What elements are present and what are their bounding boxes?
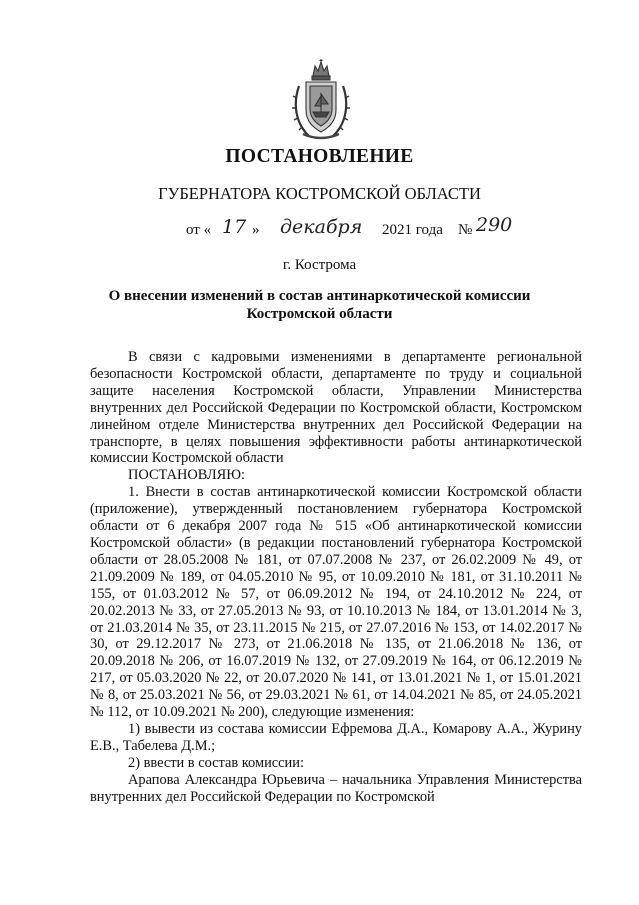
subitem-1-paragraph: 1) вывести из состава комиссии Ефремова Д.А., Комарову А.А., Журину Е.В., Табелева Д.М.; [90,720,582,754]
date-day-handwritten: 17 [222,216,247,238]
issuer-line: ГУБЕРНАТОРА КОСТРОМСКОЙ ОБЛАСТИ [158,184,481,203]
person-paragraph: Арапова Александра Юрьевича – начальника Управления Министерства внутренних дел Российской Федерации по Костромской [90,771,582,805]
date-prefix: от « [186,222,212,238]
date-number-line [186,214,526,244]
document-type-heading: ПОСТАНОВЛЕНИЕ [225,146,414,167]
document-body [90,349,582,805]
title-line: Костромской области [246,306,393,322]
preamble-paragraph: В связи с кадровыми изменениями в департаменте региональной безопасности Костромской области, департаменте по труду и социальной защите населения Костромской области, Управлении Министерства внутренних дел Российской Федерации по Костромской области, Костромском линейном отделе Министерства внутренних дел Российской Федерации на транспорте, в целях повышения эффективности работы антинаркотической комиссии Костромской области [90,349,582,467]
resolve-word: ПОСТАНОВЛЯЮ: [128,467,246,484]
date-quote-close: » [252,222,260,238]
number-handwritten: 290 [476,214,513,236]
title-line: О внесении изменений в состав антинаркотической комиссии [108,288,531,304]
item-1-paragraph: 1. Внести в состав антинаркотической комиссии Костромской области (приложение), утвержденный постановлением губернатора Костромской области от 6 декабря 2007 года № 515 «Об антинаркотической комиссии Костромской области» (в редакции постановлений губернатора Костромской области от 28.05.2008 № 181, от 07.07.2008 № 237, от 26.02.2009 № 49, от 21.09.2009 № 189, от 04.05.2010 № 95, от 10.09.2010 № 181, от 31.10.2011 № 155, от 01.03.2012 № 57, от 06.09.2012 № 194, от 24.10.2012 № 224, от 20.02.2013 № 33, от 27.05.2013 № 93, от 10.10.2013 № 184, от 13.01.2014 № 3, от 21.03.2014 № 35, от 23.11.2015 № 215, от 27.07.2016 № 153, от 14.02.2017 № 30, от 29.12.2017 № 273, от 21.06.2018 № 135, от 21.06.2018 № 136, от 20.09.2018 № 206, от 16.07.2019 № 132, от 27.09.2019 № 164, от 06.12.2019 № 217, от 05.03.2020 № 22, от 20.07.2020 № 141, от 13.01.2021 № 1, от 15.01.2021 № 8, от 25.03.2021 № 56, от 29.03.2021 № 61, от 14.04.2021 № 85, от 24.05.2021 № 112, от 10.09.2021 № 200), следующие изменения: [90,484,582,721]
city-line: г. Кострома [282,257,357,273]
date-year: 2021 года [382,222,443,238]
coat-of-arms-emblem [291,58,351,144]
document-title [100,287,539,323]
date-month-handwritten: декабря [280,216,363,238]
number-label: № [458,222,473,238]
subitem-2-paragraph: 2) ввести в состав комиссии: [128,754,304,771]
